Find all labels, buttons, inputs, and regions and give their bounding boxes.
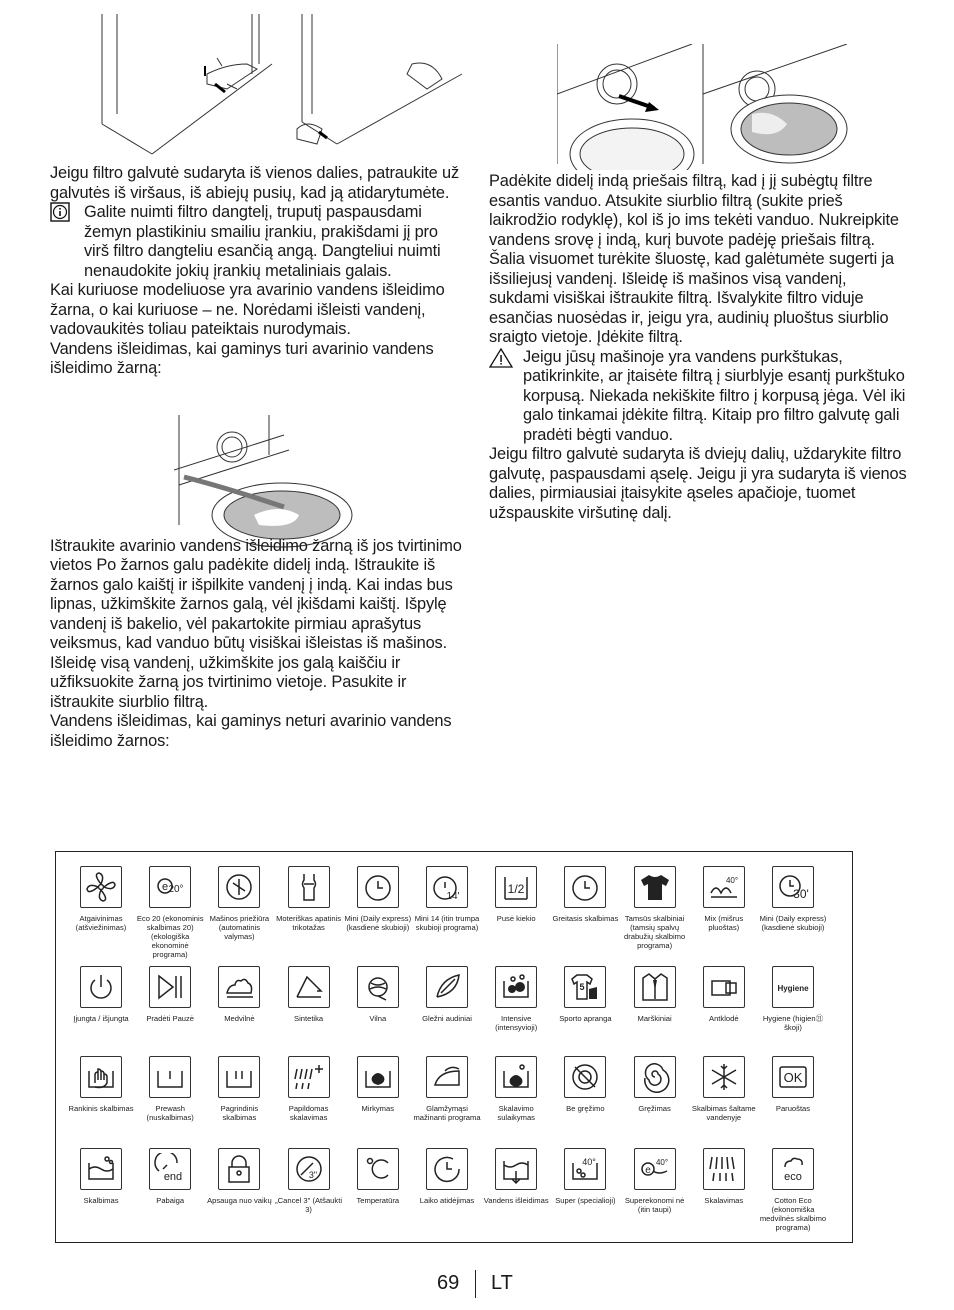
legend-icon-box <box>357 1056 399 1098</box>
clock-icon <box>362 871 394 903</box>
legend-item <box>550 866 620 923</box>
super-eco-icon <box>639 1153 671 1185</box>
ok-icon <box>777 1061 809 1093</box>
legend-icon-box <box>357 866 399 908</box>
legend-label: Prewash (nuskalbimas) <box>146 1104 194 1122</box>
legend-item <box>274 1056 344 1122</box>
wash-icon <box>85 1153 117 1185</box>
legend-label: Mini (Daily express) (kasdienė skubioji) <box>344 914 412 932</box>
legend-item <box>758 1056 828 1113</box>
legend-icon-box <box>703 866 745 908</box>
quick-wash-icon <box>569 871 601 903</box>
svg-text:e: e <box>162 881 169 893</box>
with-hose-heading: Vandens išleidimas, kai gaminys turi avarinio vandens išleidimo žarną: <box>50 339 434 377</box>
legend-icon-box <box>703 966 745 1008</box>
legend-item <box>135 966 205 1023</box>
drain-icon <box>500 1153 532 1185</box>
legend-icon-box <box>288 866 330 908</box>
intensive-icon <box>500 971 532 1003</box>
spin-icon <box>639 1061 671 1093</box>
legend-item <box>620 966 690 1023</box>
page-footer <box>0 1270 954 1300</box>
shirt-icon <box>639 971 671 1003</box>
legend-item <box>343 866 413 932</box>
legend-label: Greitasis skalbimas <box>552 914 619 923</box>
info-icon <box>50 202 76 224</box>
legend-label: Gležni audiniai <box>422 1014 472 1023</box>
legend-item <box>66 1148 136 1205</box>
svg-text:3": 3" <box>308 1170 317 1180</box>
legend-icon-box <box>80 866 122 908</box>
synthetic-icon <box>293 971 325 1003</box>
legend-label: Gręžimas <box>638 1104 671 1113</box>
legend-label: Skalavimas <box>704 1196 744 1205</box>
power-icon <box>85 971 117 1003</box>
legend-icon-box <box>288 1148 330 1190</box>
language-code: LT <box>491 1272 513 1294</box>
footer-divider <box>475 1270 476 1298</box>
duvet-icon <box>708 971 740 1003</box>
legend-item <box>135 1056 205 1122</box>
legend-label: Pusė kiekio <box>496 914 536 923</box>
left-column <box>50 164 466 751</box>
legend-label: Vandens išleidimas <box>483 1196 549 1205</box>
svg-text:30': 30' <box>793 887 809 901</box>
clock-14-icon <box>431 871 463 903</box>
legend-label: Eco 20 (ekonominis skalbimas 20) (ekologiška ekonominė programa) <box>136 914 204 959</box>
extra-rinse-icon <box>293 1061 325 1093</box>
pump-filter-illustration <box>557 44 909 170</box>
legend-icon-box <box>495 1056 537 1098</box>
legend-label: Įjungta / išjungta <box>73 1014 129 1023</box>
legend-label: Mini (Daily express) (kasdienė skubioji) <box>759 914 827 932</box>
svg-text:e: e <box>644 1165 651 1176</box>
legend-icon-box <box>357 1148 399 1190</box>
end-icon <box>154 1153 186 1185</box>
legend-icon-box <box>772 1056 814 1098</box>
legend-label: Mašinos priežiūra (automatinis valymas) <box>209 914 270 941</box>
legend-item <box>412 1056 482 1122</box>
svg-text:5: 5 <box>579 982 585 992</box>
filter-cover-illustration <box>97 14 465 160</box>
models-hose-text: Kai kuriuose modeliuose yra avarinio vandens išleidimo žarna, o kai kuriuose – ne. Norėdami išleisti vandenį, vadovaukitės toliau pateiktais nurodymais. <box>50 281 445 338</box>
legend-label: Skalbimas <box>83 1196 119 1205</box>
cancel-3s-icon <box>293 1153 325 1185</box>
legend-item <box>412 966 482 1023</box>
delicate-icon <box>431 971 463 1003</box>
svg-text:OK: OK <box>783 1070 803 1085</box>
legend-icon-box <box>564 966 606 1008</box>
half-load-icon <box>500 871 532 903</box>
legend-item <box>550 966 620 1023</box>
legend-item <box>481 1056 551 1122</box>
iron-icon <box>431 1061 463 1093</box>
svg-text:1/2: 1/2 <box>507 882 525 896</box>
legend-icon-box <box>634 1056 676 1098</box>
svg-text:40°: 40° <box>725 876 738 885</box>
start-pause-icon <box>154 971 186 1003</box>
legend-label: Pradėti Pauzė <box>146 1014 195 1023</box>
legend-icon-box <box>149 866 191 908</box>
info-note <box>50 203 466 281</box>
legend-label: Paruoštas <box>775 1104 811 1113</box>
legend-icon-box <box>218 966 260 1008</box>
legend-item <box>135 1148 205 1205</box>
legend-icon-box <box>218 1056 260 1098</box>
child-lock-icon <box>223 1153 255 1185</box>
prewash-icon <box>154 1061 186 1093</box>
legend-icon-box <box>634 1148 676 1190</box>
legend-icon-box <box>772 866 814 908</box>
legend-label: Mix (mišrus pluoštas) <box>704 914 744 932</box>
legend-item <box>274 966 344 1023</box>
mix-icon <box>708 871 740 903</box>
legend-item <box>620 1056 690 1113</box>
legend-item <box>204 1056 274 1122</box>
legend-label: Intensive (intensyvioji) <box>495 1014 538 1032</box>
eco20-icon <box>154 871 186 903</box>
legend-label: Pagrindinis skalbimas <box>220 1104 259 1122</box>
legend-item <box>204 1148 274 1205</box>
filter-one-piece-text: Jeigu filtro galvutė sudaryta iš vienos dalies, patraukite už galvutės iš viršaus, iš abiejų pusių, kad ją atidarytumėte. <box>50 164 460 202</box>
program-icon-legend <box>55 851 853 1243</box>
legend-label: Apsauga nuo vaikų <box>207 1196 272 1205</box>
legend-label: Be gręžimo <box>566 1104 605 1113</box>
legend-icon-box <box>772 966 814 1008</box>
legend-item <box>135 866 205 959</box>
lingerie-icon <box>293 871 325 903</box>
legend-item <box>66 866 136 932</box>
legend-icon-box <box>288 1056 330 1098</box>
info-note-text: Galite nuimti filtro dangtelį, truputį paspausdami žemyn plastikiniu smailiu įrankiu, prakišdami jį pro virš filtro dangteliu esančią angą. Dangteliui nuimti nenaudokite jokių įrankių metaliniais galais. <box>84 203 441 280</box>
svg-text:40°: 40° <box>582 1157 597 1167</box>
legend-label: Temperatūra <box>356 1196 400 1205</box>
legend-label: Papildomas skalavimas <box>288 1104 329 1122</box>
legend-icon-box <box>149 1056 191 1098</box>
stains-icon <box>362 1061 394 1093</box>
legend-item <box>481 1148 551 1205</box>
legend-label: Laiko atidėjimas <box>419 1196 475 1205</box>
cotton-eco-icon <box>777 1153 809 1185</box>
legend-icon-box <box>564 1148 606 1190</box>
legend-item <box>689 866 759 932</box>
legend-label: Medvilnė <box>224 1014 255 1023</box>
legend-icon-box <box>495 966 537 1008</box>
legend-label: Skalbimas šaltame vandenyje <box>691 1104 756 1122</box>
handwash-icon <box>85 1061 117 1093</box>
legend-label: Superekonomi nė (itin taupi) <box>624 1196 685 1214</box>
fan-icon <box>85 871 117 903</box>
legend-icon-box <box>80 1056 122 1098</box>
legend-item <box>274 866 344 932</box>
legend-label: Sporto apranga <box>559 1014 612 1023</box>
svg-text:40°: 40° <box>655 1158 668 1167</box>
delay-icon <box>431 1153 463 1185</box>
svg-text:20°: 20° <box>168 884 184 895</box>
warning-note <box>489 348 907 446</box>
legend-icon-box <box>634 966 676 1008</box>
legend-label: Glamžymąsi mažinanti programa <box>413 1104 481 1122</box>
legend-label: Hygiene (higien㉑škoji) <box>762 1014 824 1032</box>
legend-label: Pabaiga <box>156 1196 185 1205</box>
legend-label: Marškiniai <box>637 1014 672 1023</box>
warning-note-text: Jeigu jūsų mašinoje yra vandens purkštukas, patikrinkite, ar įtaisėte filtrą į siurblyje esantį purkštuko korpusą. Niekada nekiškite filtro į korpusą jėga. Vėl iki galo tinkamai įdėkite filtrą. Kitaip pro filtro galvutę gali pradėti bėgti vanduo. <box>523 347 906 444</box>
legend-icon-box <box>426 966 468 1008</box>
legend-item <box>412 866 482 932</box>
super-icon <box>569 1153 601 1185</box>
legend-icon-box <box>80 966 122 1008</box>
legend-icon-box <box>703 1148 745 1190</box>
wool-icon <box>362 971 394 1003</box>
filter-close-text: Jeigu filtro galvutė sudaryta iš dviejų dalių, uždarykite filtro galvutę, paspausdami ąselę. Jeigu ji yra sudaryta iš vienos dalies, pirmiausiai įtaisykite ąseles apačioje, tuomet užspauskite viršutinę dalį. <box>489 445 907 522</box>
legend-item <box>204 866 274 941</box>
legend-icon-box <box>426 866 468 908</box>
legend-label: Antklodė <box>709 1014 739 1023</box>
legend-item <box>481 966 551 1032</box>
legend-item <box>343 966 413 1023</box>
temperature-icon <box>362 1153 394 1185</box>
legend-icon-box <box>495 1148 537 1190</box>
legend-item <box>689 1148 759 1205</box>
legend-label: Mini 14 (itin trumpa skubioji programa) <box>414 914 480 932</box>
svg-text:eco: eco <box>784 1171 802 1183</box>
legend-icon-box <box>218 866 260 908</box>
legend-icon-box <box>426 1056 468 1098</box>
legend-icon-box <box>703 1056 745 1098</box>
legend-icon-box <box>772 1148 814 1190</box>
legend-icon-box <box>357 966 399 1008</box>
legend-icon-box <box>149 966 191 1008</box>
hose-instructions-text: Ištraukite avarinio vandens išleidimo žarną iš jos tvirtinimo vietos Po žarnos galu padėkite didelį indą. Ištraukite iš žarnos galo kaištį ir išpilkite vandenį į indą. Kai indas bus lipnas, užkimškite žarnos galą, vėl įkišdami kaištį. Išpylę vandenį iš bakelio, vėl pakartokite pirmiau aprašytus veiksmus, kad vanduo būtų visiškai išleistas iš mašinos. Išleidę visą vandenį, užkimškite jos galą kaiščiu ir užfiksuokite žarną jos tvirtinimo vietoje. Pasukite ir ištraukite siurblio filtrą. <box>50 536 462 711</box>
legend-item <box>689 966 759 1023</box>
legend-item <box>343 1056 413 1113</box>
no-spin-icon <box>569 1061 601 1093</box>
page-number: 69 <box>437 1272 460 1294</box>
legend-item <box>204 966 274 1023</box>
legend-label: Tamsūs skalbiniai (tamsių spalvų drabužių skalbimo programa) <box>623 914 686 950</box>
cold-wash-icon <box>708 1061 740 1093</box>
svg-text:Hygiene: Hygiene <box>777 984 809 993</box>
legend-icon-box <box>564 1056 606 1098</box>
legend-label: Super (specialioji) <box>555 1196 616 1205</box>
without-hose-heading: Vandens išleidimas, kai gaminys neturi avarinio vandens išleidimo žarnos: <box>50 712 452 750</box>
legend-item <box>620 866 690 950</box>
legend-label: Vilna <box>369 1014 387 1023</box>
rinse-icon <box>708 1153 740 1185</box>
tshirt-icon <box>639 871 671 903</box>
legend-item <box>481 866 551 923</box>
legend-icon-box <box>564 866 606 908</box>
legend-item <box>412 1148 482 1205</box>
legend-icon-box <box>426 1148 468 1190</box>
legend-item <box>343 1148 413 1205</box>
legend-icon-box <box>218 1148 260 1190</box>
legend-label: Sintetika <box>294 1014 324 1023</box>
legend-label: Atgaivinimas (atšviežinimas) <box>75 914 127 932</box>
clock-30-icon <box>777 871 809 903</box>
legend-item <box>66 1056 136 1113</box>
warning-icon <box>489 347 515 369</box>
hygiene-icon <box>777 971 809 1003</box>
legend-icon-box <box>288 966 330 1008</box>
svg-text:14': 14' <box>446 891 460 902</box>
legend-item <box>758 1148 828 1232</box>
filter-drain-text: Padėkite didelį indą priešais filtrą, kad į jį subėgtų filtre esantis vanduo. Atsukite siurblio filtrą (sukite prieš laikrodžio rodyklę), kol iš jo ims tekėti vanduo. Nukreipkite vandens srovę į indą, kurį buvote padėję priešais filtrą. Šalia visuomet turėkite šluostę, kad galėtumėte sugerti ja išsiliejusį vandenį. Išleidę iš mašinos visą vandenį, sukdami visiškai ištraukite filtrą. Išvalykite filtro viduje esančias nuosėdas ir, jeigu yra, audinių pluoštus siurblio sraigto vietoje. Įdėkite filtrą. <box>489 172 899 346</box>
legend-item <box>66 966 136 1023</box>
legend-label: Mirkymas <box>361 1104 395 1113</box>
legend-item <box>689 1056 759 1122</box>
legend-label: Cotton Eco (ekonomiška medvilnės skalbimo programa) <box>759 1196 827 1232</box>
legend-label: Rankinis skalbimas <box>68 1104 134 1113</box>
legend-label: Skalavimo sulaikymas <box>497 1104 535 1122</box>
main-wash-icon <box>223 1061 255 1093</box>
legend-item <box>758 866 828 932</box>
cotton-icon <box>223 971 255 1003</box>
machine-care-icon <box>223 871 255 903</box>
legend-icon-box <box>634 866 676 908</box>
legend-icon-box <box>495 866 537 908</box>
legend-item <box>620 1148 690 1214</box>
right-column <box>489 172 907 523</box>
legend-item <box>274 1148 344 1214</box>
legend-item <box>550 1056 620 1113</box>
legend-icon-box <box>149 1148 191 1190</box>
legend-icon-box <box>80 1148 122 1190</box>
sports-icon <box>569 971 601 1003</box>
legend-label: Moteriškas apatinis trikotažas <box>276 914 342 932</box>
svg-text:end: end <box>164 1171 183 1183</box>
rinse-hold-icon <box>500 1061 532 1093</box>
legend-label: „Cancel 3" (Atšaukti 3) <box>275 1196 343 1214</box>
legend-item <box>550 1148 620 1205</box>
legend-item <box>758 966 828 1032</box>
